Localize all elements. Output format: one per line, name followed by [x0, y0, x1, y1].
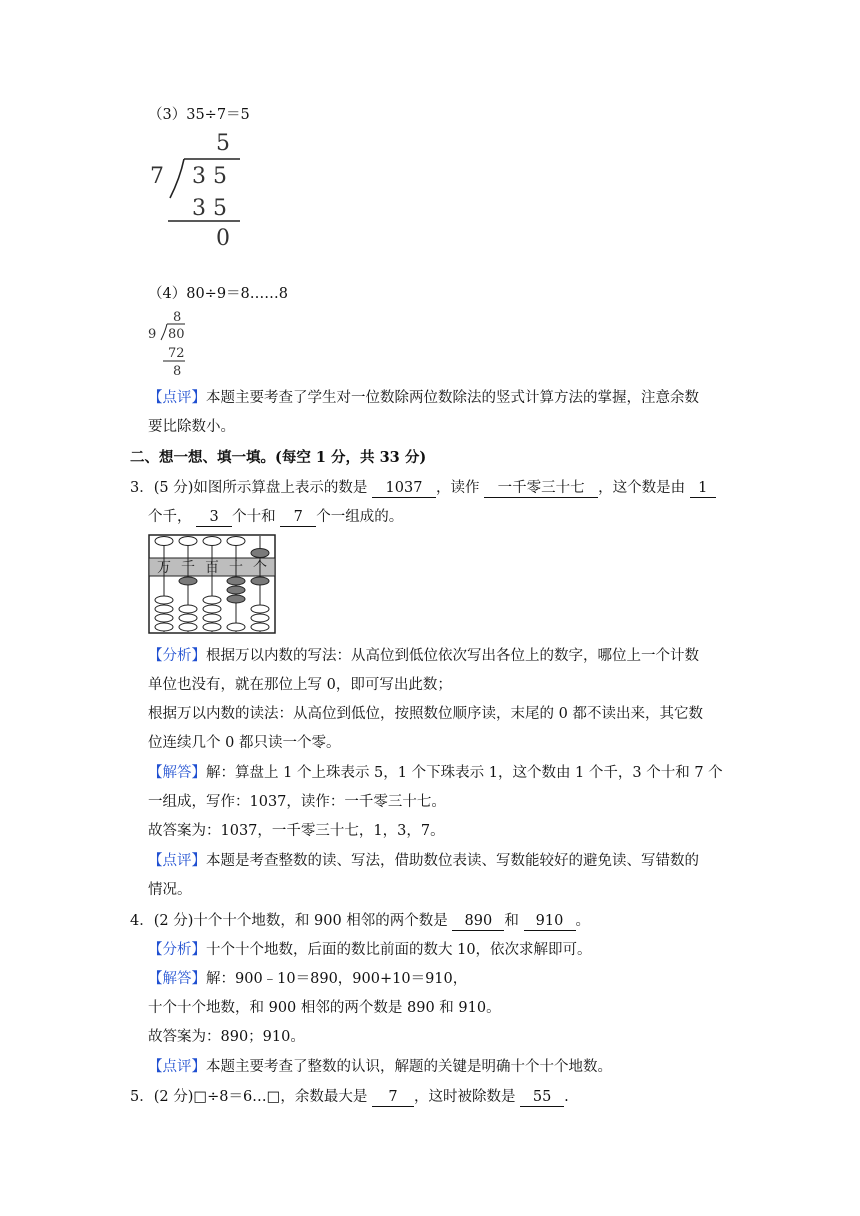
q3-answer-line1: 【解答】解：算盘上 1 个上珠表示 5，1 个下珠表示 1，这个数由 1 个千，3 个十和 7 个: [148, 765, 723, 781]
q3-analysis-line3: 根据万以内数的读法：从高位到低位，按照数位顺序读，末尾的 0 都不读出来，其它数: [148, 706, 703, 722]
abacus-place-label: 千: [181, 560, 195, 576]
comment-tag: 【点评】: [148, 390, 206, 406]
abacus-lower-bead: [251, 577, 269, 585]
abacus-lower-bead: [203, 605, 221, 613]
ld2-divisor: 9: [148, 327, 157, 342]
abacus-lower-bead: [227, 623, 245, 631]
abacus-lower-bead: [155, 605, 173, 613]
abacus-place-label: 个: [253, 560, 267, 576]
abacus-place-label: 百: [205, 560, 219, 576]
abacus-upper-bead: [179, 537, 197, 546]
abacus-upper-bead: [155, 537, 173, 546]
q3-answer-line2: 一组成，写作：1037，读作：一千零三十七。: [148, 794, 446, 810]
problem-3-title: （3）35÷7＝5: [148, 107, 250, 123]
q3-answer-1: 1037: [372, 479, 436, 498]
long-division-1: [140, 128, 260, 253]
q4-answer-line2: 十个十个地数，和 900 相邻的两个数是 890 和 910。: [148, 1000, 501, 1016]
abacus-figure: [148, 534, 276, 634]
abacus-lower-bead: [179, 605, 197, 613]
abacus-lower-bead: [179, 623, 197, 631]
abacus-lower-bead: [251, 605, 269, 613]
ld1-quotient: 5: [216, 131, 230, 156]
abacus-upper-bead: [203, 537, 221, 546]
abacus-lower-bead: [155, 614, 173, 622]
ld1-subtrahend: 3 5: [192, 196, 227, 221]
question-3-line2: 个千， 3 个十和 7 个一组成的。: [148, 509, 404, 525]
abacus-place-label: 十: [229, 560, 243, 576]
question-3-line1: 3．(5 分)如图所示算盘上表示的数是 1037 ，读作 一千零三十七 ，这个数是由 1: [130, 478, 716, 498]
abacus-lower-bead: [251, 623, 269, 631]
problem-4-title: （4）80÷9＝8……8: [148, 286, 289, 302]
question-5-line1: 5．(2 分)□÷8＝6…□，余数最大是 7 ，这时被除数是 55 .: [130, 1089, 569, 1105]
abacus-lower-bead: [203, 614, 221, 622]
section-2-heading: 二、想一想、填一填。(每空 1 分，共 33 分): [130, 449, 427, 466]
comment-1-line2: 要比除数小。: [148, 419, 235, 435]
q4-analysis-line1: 【分析】十个十个地数，后面的数比前面的数大 10，依次求解即可。: [148, 942, 592, 958]
abacus-place-label: 万: [157, 560, 171, 576]
q5-answer-1: 7: [372, 1088, 414, 1107]
abacus-lower-bead: [155, 596, 173, 604]
abacus-lower-bead: [203, 623, 221, 631]
q3-answer-5: 7: [280, 508, 316, 527]
ld1-divisor: 7: [150, 164, 164, 189]
q4-answer-line3: 故答案为：890；910。: [148, 1029, 305, 1045]
q3-analysis-line1: 【分析】根据万以内数的写法：从高位到低位依次写出各位上的数字，哪位上一个计数: [148, 648, 699, 664]
abacus-lower-bead: [227, 595, 245, 603]
abacus-lower-bead: [179, 614, 197, 622]
abacus-lower-bead: [155, 623, 173, 631]
q3-comment-line1: 【点评】本题是考查整数的读、写法，借助数位表读、写数能较好的避免读、写错数的: [148, 853, 699, 869]
q3-answer-2: 一千零三十七: [484, 479, 598, 498]
q3-analysis-line4: 位连续几个 0 都只读一个零。: [148, 735, 341, 751]
ld2-subtrahend: 72: [168, 346, 185, 361]
ld2-quotient: 8: [173, 310, 182, 325]
ld2-remainder: 8: [173, 364, 182, 379]
q3-analysis-line2: 单位也没有，就在那位上写 0，即可写出此数；: [148, 677, 452, 693]
q3-answer-4: 3: [196, 508, 232, 527]
question-4-line1: 4．(2 分)十个十个地数，和 900 相邻的两个数是 890 和 910 。: [130, 913, 590, 929]
q5-answer-2: 55: [520, 1088, 564, 1107]
ld1-dividend: 3 5: [192, 164, 227, 189]
ld2-dividend: 80: [168, 327, 185, 342]
q4-answer-1: 890: [452, 912, 504, 931]
abacus-lower-bead: [179, 577, 197, 585]
abacus-lower-bead: [251, 614, 269, 622]
q3-comment-line2: 情况。: [148, 882, 192, 898]
abacus-lower-bead: [227, 586, 245, 594]
q4-answer-2: 910: [524, 912, 576, 931]
long-division-2: [145, 307, 195, 379]
q4-answer-line1: 【解答】解：900﹣10＝890，900+10＝910，: [148, 971, 468, 987]
comment-1-line1: 【点评】本题主要考查了学生对一位数除两位数除法的竖式计算方法的掌握，注意余数: [148, 390, 699, 406]
ld1-remainder: 0: [216, 226, 230, 251]
q3-answer-line3: 故答案为：1037，一千零三十七，1，3，7。: [148, 823, 445, 839]
abacus-lower-bead: [227, 577, 245, 585]
q4-comment-line1: 【点评】本题主要考查了整数的认识，解题的关键是明确十个十个地数。: [148, 1059, 612, 1075]
abacus-upper-bead: [227, 537, 245, 546]
abacus-lower-bead: [203, 596, 221, 604]
q3-answer-3: 1: [690, 479, 716, 498]
abacus-upper-bead: [251, 549, 269, 558]
